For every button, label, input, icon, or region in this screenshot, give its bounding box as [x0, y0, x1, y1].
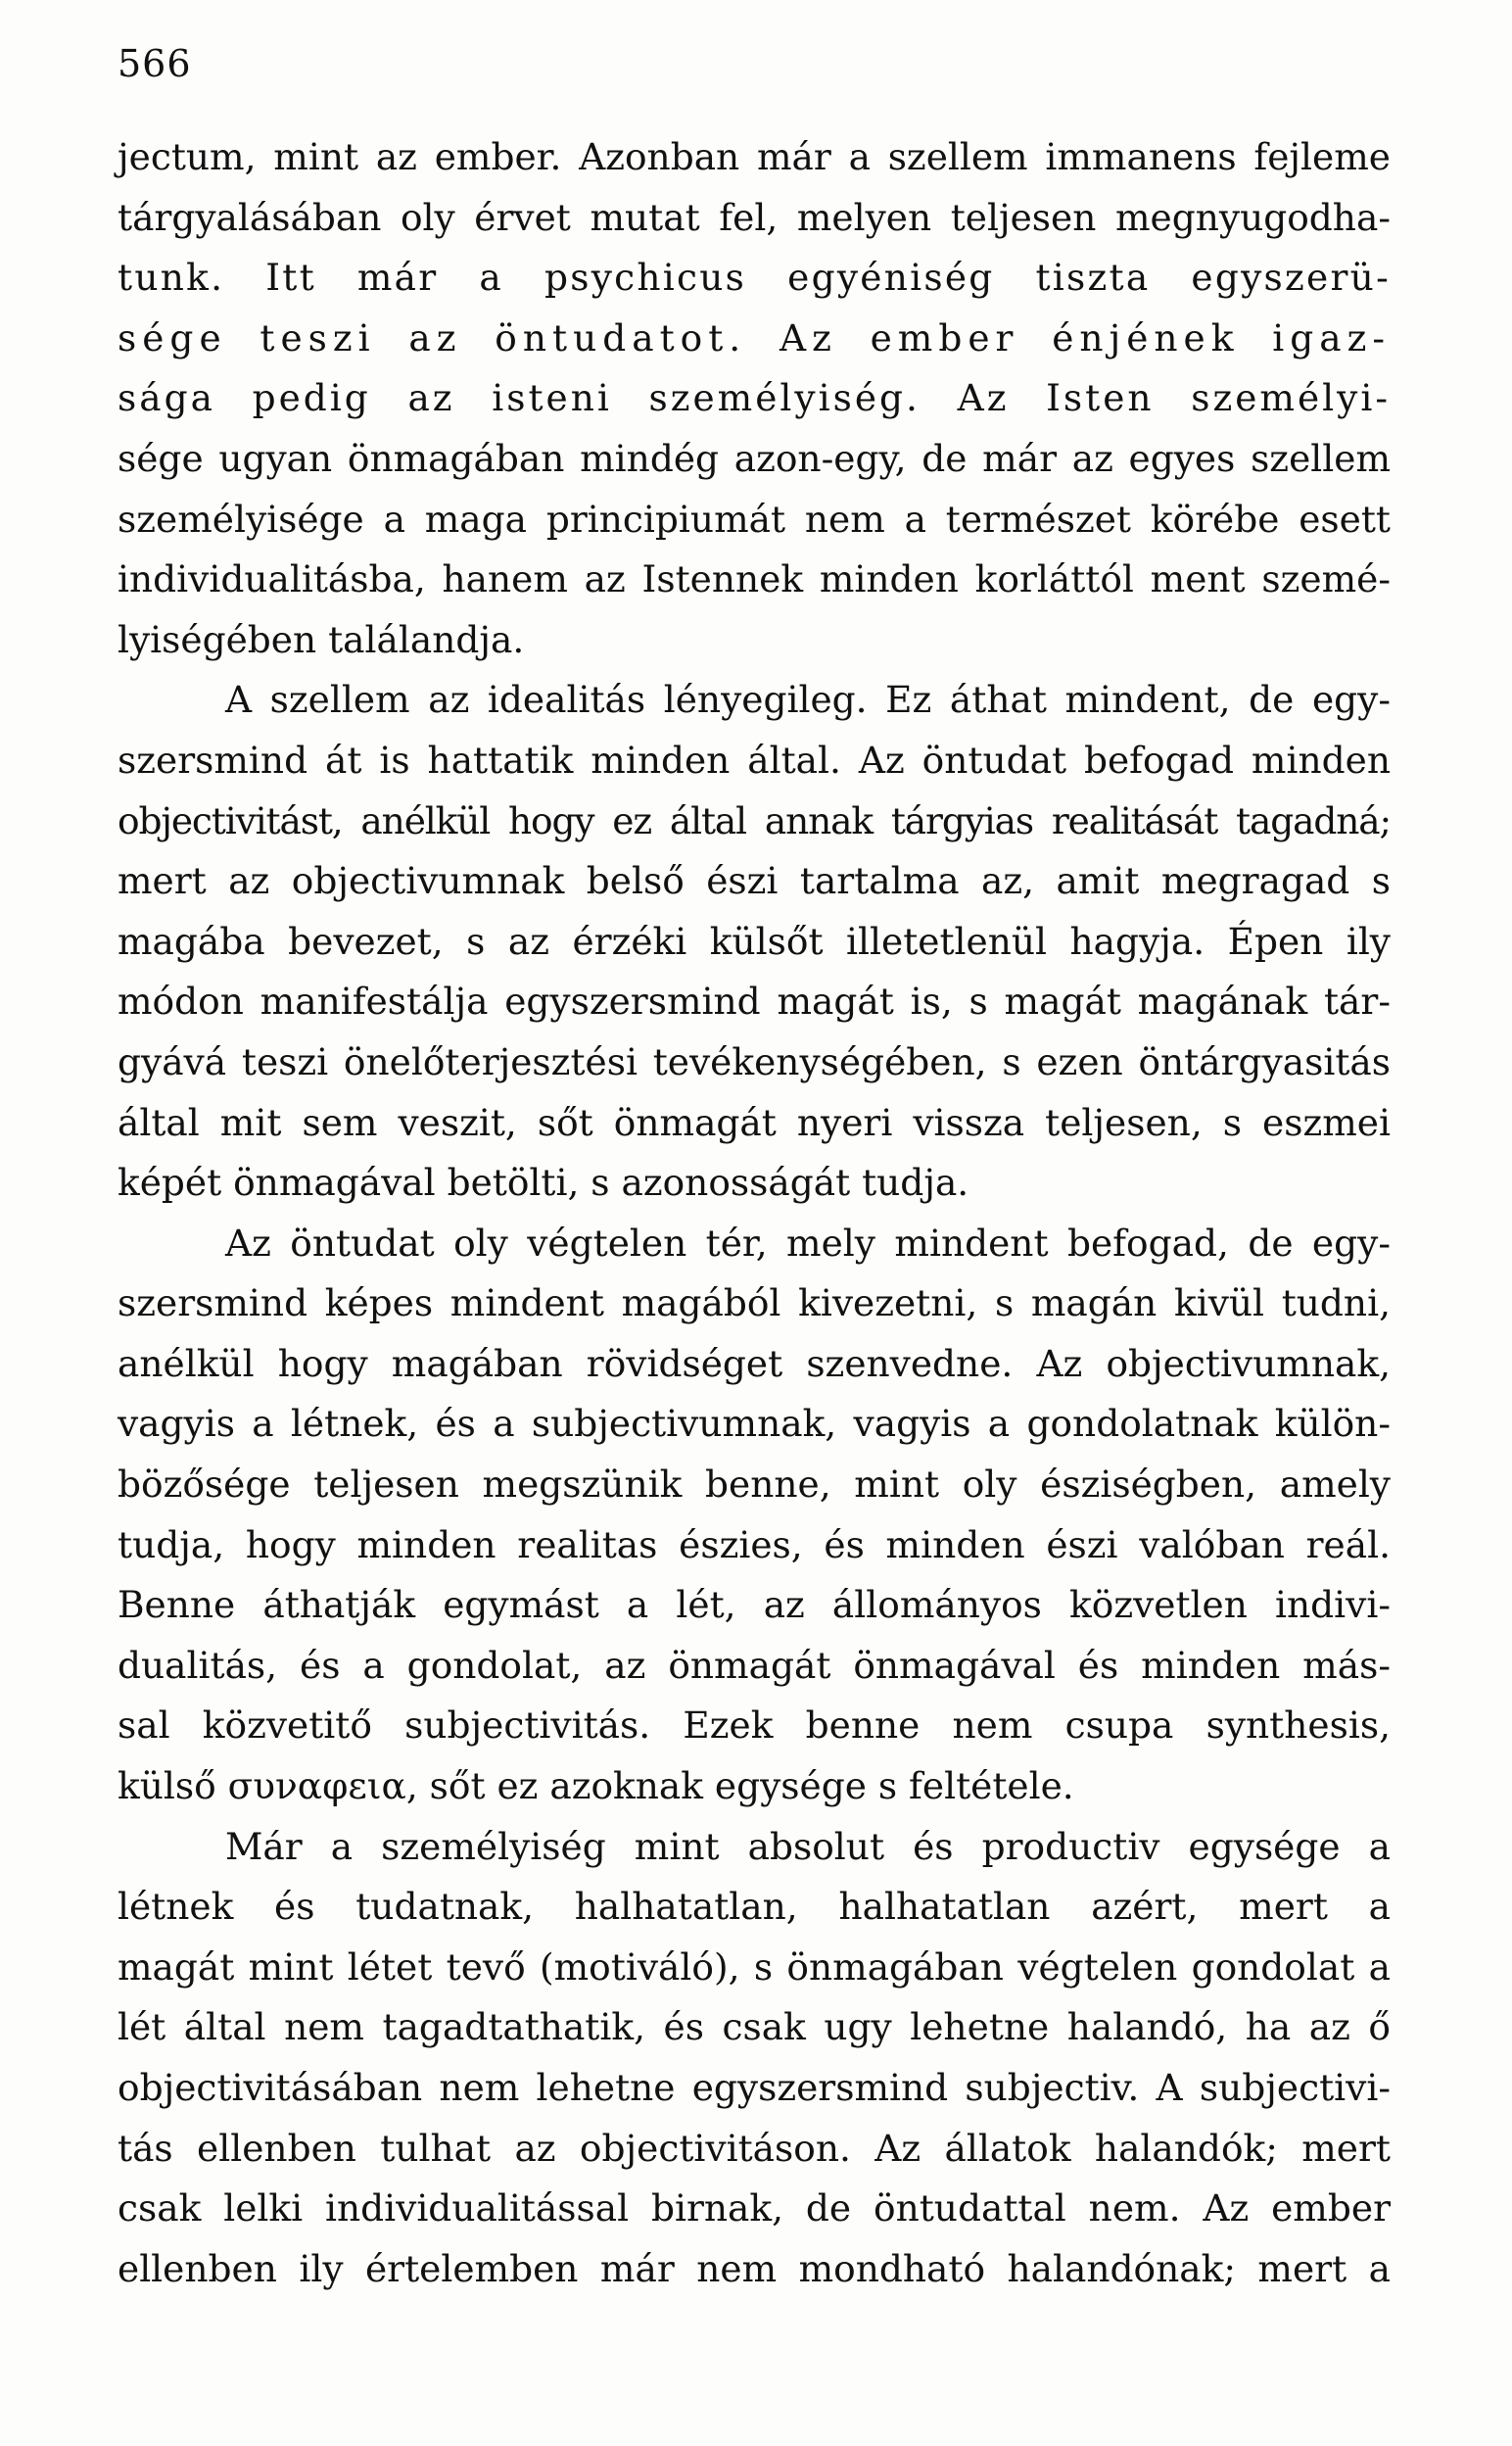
text-line: tunk. Itt már a psychicus egyéniség tiszta egyszerü- — [118, 256, 1391, 300]
text-line: sága pedig az isteni személyiség. Az Isten személyi- — [118, 376, 1391, 420]
text-line: szersmind képes mindent magából kivezetni, s magán kivül tudni, — [118, 1281, 1391, 1325]
text-line: individualitásba, hanem az Istennek minden korláttól ment szemé- — [118, 557, 1391, 601]
text-line: tudja, hogy minden realitas észies, és minden észi valóban reál. — [118, 1522, 1391, 1566]
text-line: létnek és tudatnak, halhatatlan, halhatatlan azért, mert a — [118, 1885, 1391, 1929]
text-line: vagyis a létnek, és a subjectivumnak, vagyis a gondolatnak külön- — [118, 1402, 1391, 1446]
text-line: sége teszi az öntudatot. Az ember énjének igaz- — [118, 315, 1391, 360]
text-line: objectivitást, anélkül hogy ez által annak tárgyias realitását tagadná; — [118, 798, 1391, 842]
text-line: képét önmagával betölti, s azonosságát tudja. — [118, 1161, 969, 1205]
text-line: jectum, mint az ember. Azonban már a szellem immanens fejleme — [118, 135, 1391, 178]
page-number: 566 — [118, 42, 192, 85]
text-line: anélkül hogy magában rövidséget szenvedne. Az objectivumnak, — [118, 1341, 1391, 1385]
text-line: dualitás, és a gondolat, az önmagát önmagával és minden más- — [118, 1643, 1391, 1687]
text-line: gyává teszi önelőterjesztési tevékenységében, s ezen öntárgyasitás — [118, 1039, 1391, 1083]
text-line: módon manifestálja egyszersmind magát is, s magát magának tár- — [118, 980, 1391, 1024]
text-line: objectivitásában nem lehetne egyszersmind subjectiv. A subjectivi- — [118, 2066, 1391, 2109]
text-line: sége ugyan önmagában mindég azon-egy, de már az egyes szellem — [118, 436, 1391, 480]
paragraph-first-line: Az öntudat oly végtelen tér, mely mindent befogad, de egy- — [225, 1221, 1391, 1265]
text-line: által mit sem veszit, sőt önmagát nyeri vissza teljesen, s eszmei — [118, 1100, 1391, 1144]
text-line: bözősége teljesen megszünik benne, mint oly észiségben, amely — [118, 1463, 1391, 1507]
text-line: tás ellenben tulhat az objectivitáson. Az állatok halandók; mert — [118, 2126, 1391, 2170]
text-line: lyiségében találandja. — [118, 617, 525, 661]
body-text — [118, 127, 1391, 2299]
text-line: magát mint létet tevő (motiváló), s önmagában végtelen gondolat a — [118, 1944, 1391, 1989]
paragraph-first-line: Már a személyiség mint absolut és productiv egysége a — [225, 1824, 1391, 1868]
text-line: külső συναφεια, sőt ez azoknak egysége s feltétele. — [118, 1764, 1074, 1808]
text-line: személyisége a maga principiumát nem a természet körébe esett — [118, 497, 1391, 541]
text-line: sal közvetitő subjectivitás. Ezek benne nem csupa synthesis, — [118, 1703, 1391, 1748]
text-line: lét által nem tagadtathatik, és csak ugy lehetne halandó, ha az ő — [118, 2005, 1391, 2049]
text-line: szersmind át is hattatik minden által. Az öntudat befogad minden — [118, 738, 1391, 782]
text-line: ellenben ily értelemben már nem mondható halandónak; mert a — [118, 2246, 1391, 2290]
text-line: mert az objectivumnak belső észi tartalma az, amit megragad s — [118, 859, 1391, 903]
text-line: csak lelki individualitással birnak, de öntudattal nem. Az ember — [118, 2186, 1391, 2230]
text-line: magába bevezet, s az érzéki külsőt illetetlenül hagyja. Épen ily — [118, 919, 1391, 963]
text-line: tárgyalásában oly érvet mutat fel, melyen teljesen megnyugodha- — [118, 195, 1391, 239]
text-line: Benne áthatják egymást a lét, az állományos közvetlen indivi- — [118, 1583, 1391, 1627]
paragraph-first-line: A szellem az idealitás lényegileg. Ez áthat mindent, de egy- — [225, 678, 1391, 722]
